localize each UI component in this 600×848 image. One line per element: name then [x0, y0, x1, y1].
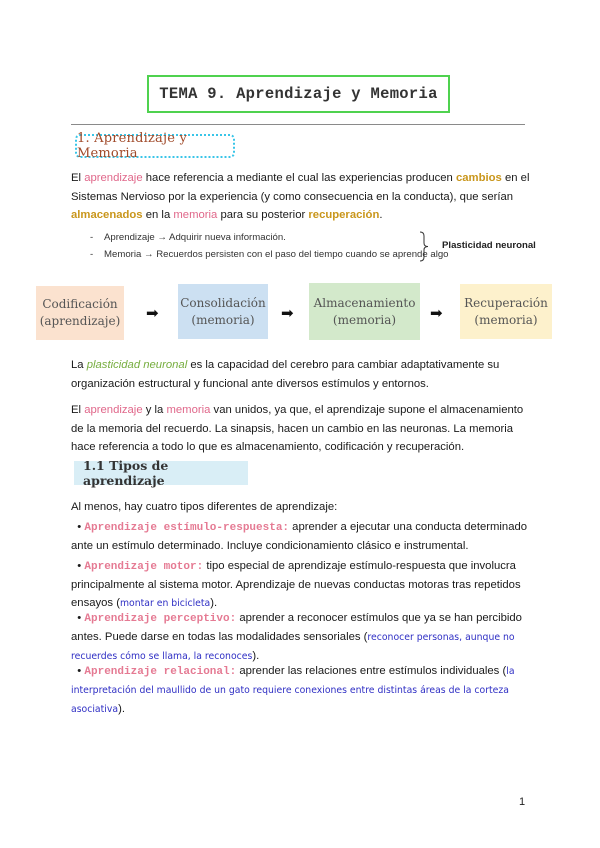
- type-name: Aprendizaje motor:: [84, 561, 204, 573]
- flow-almacenamiento: Almacenamiento (memoria): [309, 283, 420, 340]
- arrow-right-icon: ➡: [281, 305, 294, 322]
- flow-recuperacion: Recuperación (memoria): [460, 284, 552, 339]
- type-name: Aprendizaje perceptivo:: [84, 613, 237, 625]
- flow-codificacion: Codificación (aprendizaje): [36, 286, 124, 340]
- subsection-heading: 1.1 Tipos de aprendizaje: [74, 461, 248, 485]
- term-plasticidad: plasticidad neuronal: [86, 359, 188, 371]
- flow-consolidacion: Consolidación (memoria): [178, 284, 268, 339]
- title-divider: [71, 124, 525, 125]
- list-item: • Aprendizaje estímulo-respuesta: aprender a ejecutar una conducta determinado ante un estímulo determinado. Incluye condicionamiento clásico e instrumental.: [71, 521, 528, 552]
- arrow-right-icon: ➡: [430, 305, 443, 322]
- term-recuperacion: recuperación: [308, 209, 380, 221]
- types-intro: Al menos, hay cuatro tipos diferentes de aprendizaje:: [71, 501, 338, 513]
- plasticidad-paragraph: La plasticidad neuronal es la capacidad del cerebro para cambiar adaptativamente su organización estructural y funcional ante diversos estímulos y entornos.: [71, 359, 500, 390]
- term-cambios: cambios: [455, 172, 502, 184]
- example-text: montar en bicicleta: [119, 598, 211, 609]
- list-item: - Aprendizaje → Adquirir nueva información.: [90, 232, 286, 243]
- list-item: - Memoria → Recuerdos persisten con el paso del tiempo cuando se aprende algo: [90, 249, 449, 260]
- brace-icon: [419, 231, 429, 262]
- list-item: • Aprendizaje perceptivo: aprender a reconocer estímulos que ya se han percibido antes. Puede darse en todas las modalidades sensoriales (reconocer personas, aunque no recuerdes cómo se llama, la reconoces).: [71, 612, 522, 662]
- term-memoria: memoria: [173, 209, 218, 221]
- page-number: 1: [519, 796, 526, 808]
- union-paragraph: El aprendizaje y la memoria van unidos, ya que, el aprendizaje supone el almacenamiento de la memoria del recuerdo. La sinapsis, hacen un cambio en las neuronas. La memoria hace referencia a todo lo que es almacenamiento, codificación y recuperación.: [71, 404, 524, 453]
- term-aprendizaje: aprendizaje: [84, 404, 143, 416]
- example-text: reconocer personas, aunque no recuerdes cómo se llama, la reconoces: [71, 632, 515, 662]
- term-almacenados: almacenados: [71, 209, 143, 221]
- example-text: la interpretación del maullido de un gato requiere conexiones entre distintas áreas de la corteza asociativa: [71, 666, 515, 715]
- definition-list: [90, 229, 449, 263]
- section-heading: 1. Aprendizaje y Memoria: [75, 134, 235, 158]
- term-memoria: memoria: [166, 404, 211, 416]
- page-title: TEMA 9. Aprendizaje y Memoria: [147, 75, 450, 113]
- arrow-right-icon: ➡: [146, 305, 159, 322]
- list-item: • Aprendizaje relacional: aprender las relaciones entre estímulos individuales (la interpretación del maullido de un gato requiere conexiones entre distintas áreas de la corteza asociativa).: [71, 665, 515, 715]
- type-name: Aprendizaje estímulo-respuesta:: [84, 522, 290, 534]
- intro-paragraph: El aprendizaje hace referencia a mediante el cual las experiencias producen cambios en el Sistemas Nervioso por la experiencia (y como consecuencia en la conducta), que serían almacenados en la memoria para su posterior recuperación.: [71, 172, 530, 221]
- list-item: • Aprendizaje motor: tipo especial de aprendizaje estímulo-respuesta que involucra principalmente al sistema motor. Aprendizaje de nuevas conductas motoras tras repetidos ensayos (montar en bicicleta).: [71, 560, 521, 609]
- term-aprendizaje: aprendizaje: [84, 172, 143, 184]
- plasticidad-label: Plasticidad neuronal: [442, 240, 536, 251]
- type-name: Aprendizaje relacional:: [84, 666, 237, 678]
